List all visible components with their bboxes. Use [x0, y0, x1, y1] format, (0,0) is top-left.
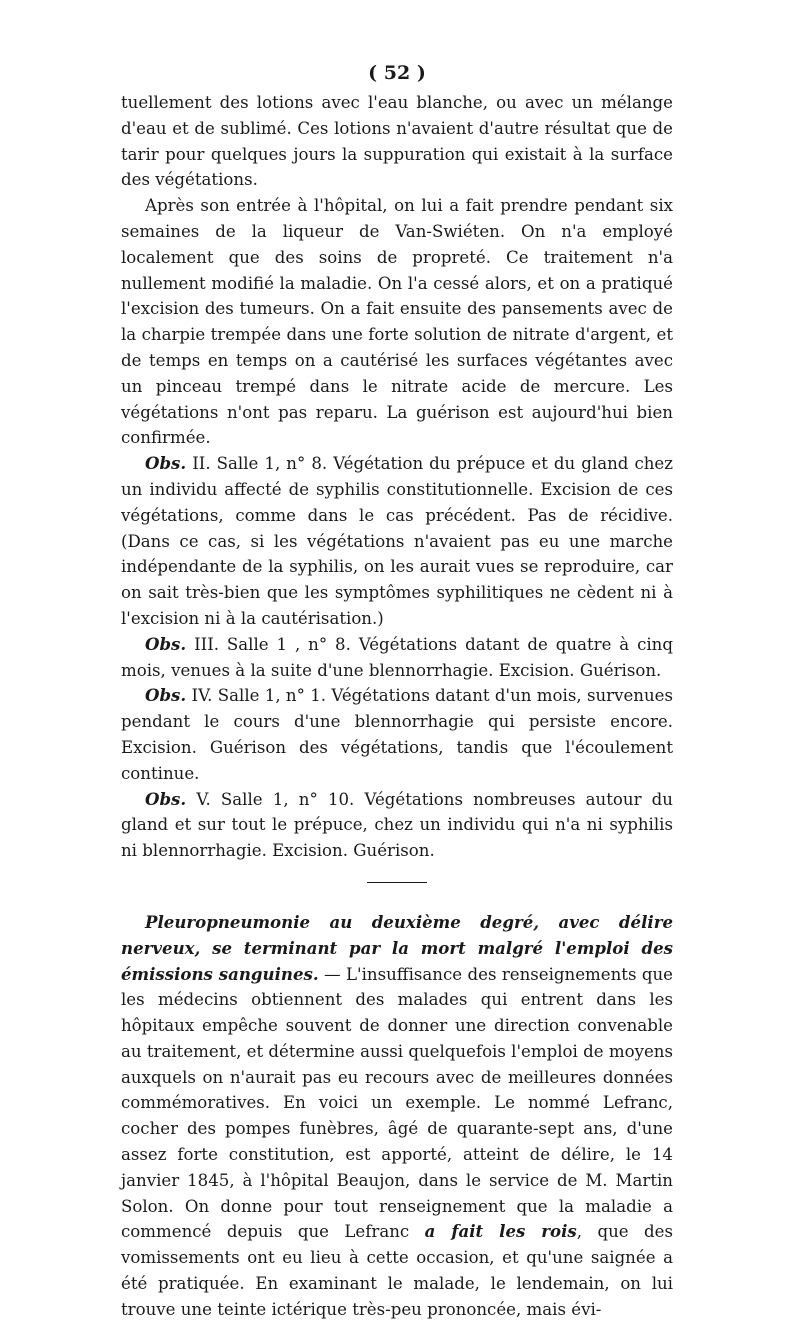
obs-text: IV. Salle 1, n° 1. Végétations datant d'un mois, survenues pendant le cours d'une blennorrhagie qui persiste encore. Excision. Guérison des végétations, tandis que l'écoulement continue. — [121, 686, 673, 783]
obs-label: Obs. — [145, 685, 187, 706]
section-divider — [367, 882, 427, 883]
section-body-continued: , que des vomissements ont eu lieu à cette occasion, et qu'une saignée a été pratiquée. En examinant le malade, le lendemain, on lui trouve une teinte ictérique très-peu prononcée, mais évi- — [121, 1222, 673, 1319]
italic-phrase: a fait les rois — [424, 1221, 577, 1242]
obs-text: II. Salle 1, n° 8. Végétation du prépuce et du gland chez un individu affecté de syphilis constitutionnelle. Excision de ces végétations, comme dans le cas précédent. Pas de récidive. (Dans ce cas, si les végétations n'avaient pas eu une marche indépendante de la syphilis, on les aurait vues se reproduire, car on sait très-bien que les symptômes syphilitiques ne cèdent ni à l'excision ni à la cautérisation.) — [121, 454, 673, 628]
section-paragraph — [121, 910, 673, 1323]
observation-2 — [121, 451, 673, 632]
paragraph: Après son entrée à l'hôpital, on lui a fait prendre pendant six semaines de la liqueur de Van-Swiéten. On n'a employé localement que des soins de propreté. Ce traitement n'a nullement modifié la maladie. On l'a cessé alors, et on a pratiqué l'excision des tumeurs. On a fait ensuite des pansements avec de la charpie trempée dans une forte solution de nitrate d'argent, et de temps en temps on a cautérisé les surfaces végétantes avec un pinceau trempé dans le nitrate acide de mercure. Les végétations n'ont pas reparu. La guérison est aujourd'hui bien confirmée. — [121, 196, 673, 448]
document-page — [121, 58, 673, 1323]
page-number: ( 52 ) — [368, 62, 426, 84]
section-body: — L'insuffisance des renseignements que les médecins obtiennent des malades qui entrent dans les hôpitaux empêche souvent de donner une direction convenable au traitement, et détermine aussi quelquefois l'emploi de moyens auxquels on n'aurait pas eu recours avec de meilleures données commémoratives. En voici un exemple. Le nommé Lefranc, cocher des pompes funèbres, âgé de quarante-sept ans, d'une assez forte constitution, est apporté, atteint de délire, le 14 janvier 1845, à l'hôpital Beaujon, dans le service de M. Martin Solon. On donne pour tout renseignement que la maladie a commencé depuis que Lefranc — [121, 964, 674, 1242]
obs-label: Obs. — [145, 788, 187, 809]
observation-4 — [121, 683, 673, 786]
obs-label: Obs. — [145, 633, 187, 654]
obs-text: V. Salle 1, n° 10. Végétations nombreuses autour du gland et sur tout le prépuce, chez un individu qui n'a ni syphilis ni blennorrhagie. Excision. Guérison. — [121, 789, 673, 861]
observation-5 — [121, 787, 673, 864]
paragraph: tuellement des lotions avec l'eau blanche, ou avec un mélange d'eau et de sublimé. Ces lotions n'avaient d'autre résultat que de tarir pour quelques jours la suppuration qui existait à la surface des végétations. — [121, 93, 673, 190]
obs-text: III. Salle 1 , n° 8. Végétations datant de quatre à cinq mois, venues à la suite d'une blennorrhagie. Excision. Guérison. — [121, 634, 673, 680]
section-title: Pleuropneumonie au deuxième degré, avec délire nerveux, se terminant par la mort malgré l'emploi des émissions sanguines. — [121, 911, 673, 984]
obs-label: Obs. — [145, 453, 187, 474]
observation-3 — [121, 632, 673, 684]
